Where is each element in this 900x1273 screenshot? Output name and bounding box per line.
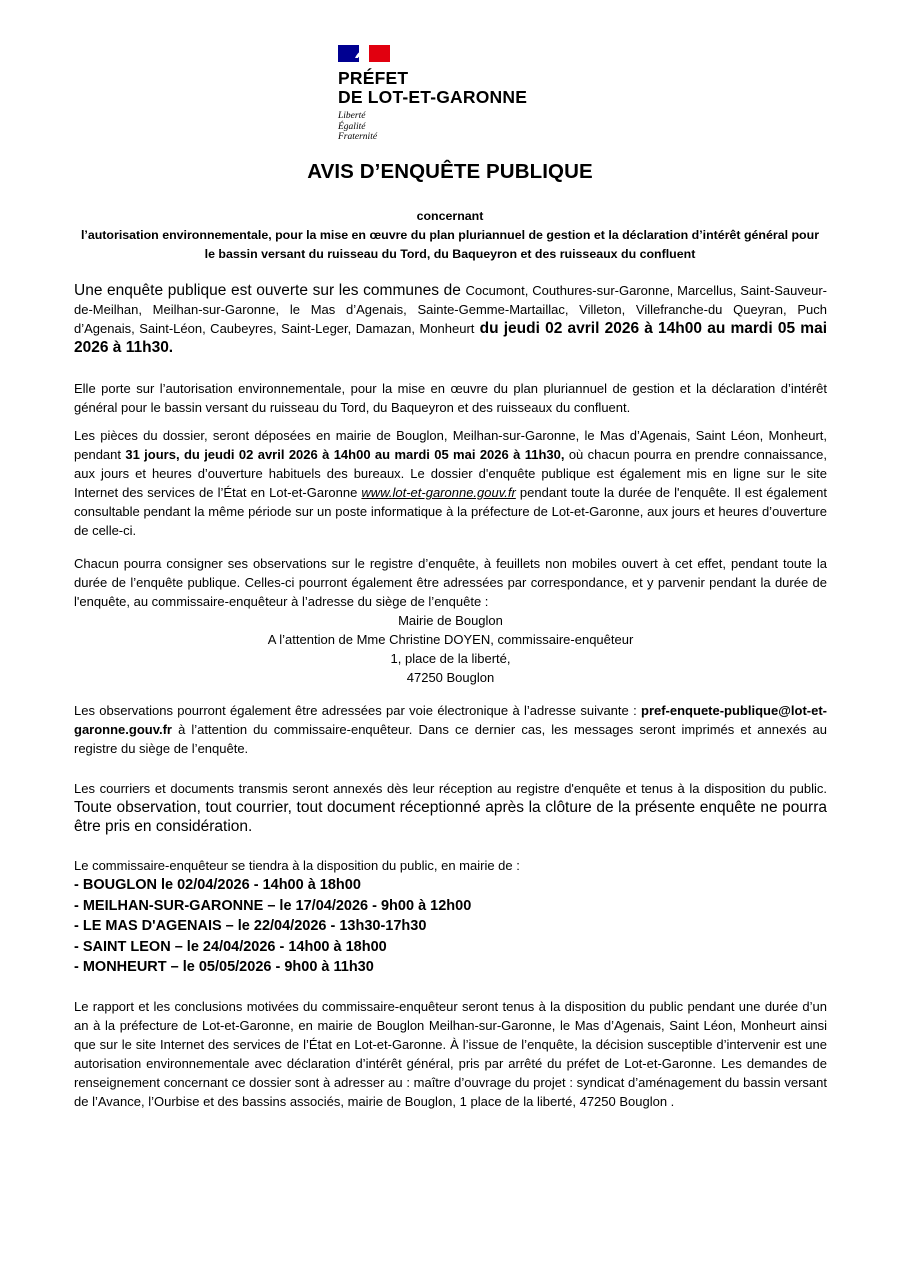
mail-part1: Les courriers et documents transmis seront annexés dès leur réception au registre d'enquête et tenus à la disposition du public.: [74, 781, 827, 796]
prefecture-website-link[interactable]: www.lot-et-garonne.gouv.fr: [361, 485, 516, 500]
marianne-flag-icon: [338, 45, 390, 62]
address-line-3: 1, place de la liberté,: [390, 651, 511, 666]
email-paragraph: [74, 701, 827, 758]
motto-fraternite: Fraternité: [338, 132, 378, 142]
intro-communes: Cocumont, Couthures-sur-Garonne, Marcellus, Saint-Sauveur-de-Meilhan, Meilhan-sur-Garonne, le Mas d’Agenais, Sainte-Gemme-Martaillac, Villeton, Villefranche-du Queyran, Puch d’Agenais, Saint-Léon, Caubeyres, Saint-Leger, Damazan, Monheurt: [74, 283, 827, 336]
notice-title: AVIS D’ENQUÊTE PUBLIQUE: [307, 160, 593, 183]
address-line-2: A l’attention de Mme Christine DOYEN, commissaire-enquêteur: [267, 632, 634, 647]
motto-liberte: Liberté: [338, 111, 366, 121]
dossier-part2: où chacun pourra en prendre connaissance, aux jours et heures d’ouverture habituels des bureaux. Le dossier d'enquête publique est également mis en ligne sur le site Internet des services de l’État en Lot-et-Garonne: [74, 447, 827, 500]
address-line-1: Mairie de Bouglon: [398, 613, 503, 628]
marianne-profile-icon: [354, 48, 368, 59]
permanence-item: - MEILHAN-SUR-GARONNE – le 17/04/2026 - 9h00 à 12h00: [74, 897, 472, 914]
permanence-item: - LE MAS D'AGENAIS – le 22/04/2026 - 13h30-17h30: [74, 918, 427, 934]
prefecture-logo: [338, 45, 558, 143]
dossier-part3: pendant toute la durée de l'enquête. Il est également consultable pendant la même période sur un poste informatique à la préfecture de Lot-et-Garonne, aux jours et heures d’ouverture de celle-ci.: [74, 485, 827, 538]
prefect-line2: DE LOT-ET-GARONNE: [338, 87, 528, 107]
report-paragraph: Le rapport et les conclusions motivées du commissaire-enquêteur seront tenus à la disposition du public pendant une durée d’un an à la préfecture de Lot-et-Garonne, en mairie de Bouglon Meilhan-sur-Garonne, le Mas d’Agenais, Saint Léon, Monheurt ainsi que sur le site Internet des services de l’État en Lot-et-Garonne. À l’issue de l’enquête, la décision susceptible d’intervenir est une autorisation environnementale avec déclaration d’intérêt général, pris par arrêté du préfet de Lot-et-Garonne. Les demandes de renseignement concernant ce dossier sont à adresser au : maître d’ouvrage du projet : syndicat d’aménagement du bassin versant de l’Avance, l’Ourbise et des bassins associés, mairie de Bouglon, 1 place de la liberté, 47250 Bouglon .: [74, 999, 827, 1109]
register-text: Chacun pourra consigner ses observations sur le registre d’enquête, à feuillets non mobiles ouvert à cet effet, pendant toute la durée de l’enquête publique. Celles-ci pourront également être adressées par correspondance, et y parvenir pendant la durée de l'enquête, au commissaire-enquêteur à l’adresse du siège de l’enquête :: [74, 556, 827, 609]
dossier-separator: ,: [175, 447, 184, 462]
dossier-paragraph: [74, 426, 827, 540]
contact-email-link[interactable]: pref-enquete-publique@lot-et-garonne.gouv.fr: [74, 703, 827, 737]
email-part1: Les observations pourront également être adressées par voie électronique à l’adresse suivante :: [74, 703, 641, 718]
dossier-dates: du jeudi 02 avril 2026 à 14h00 au mardi 05 mai 2026 à 11h30,: [183, 447, 565, 462]
permanence-item: - MONHEURT – le 05/05/2026 - 9h00 à 11h30: [74, 959, 374, 975]
prefect-line1: PRÉFET: [338, 68, 409, 88]
permanence-item: - BOUGLON le 02/04/2026 - 14h00 à 18h00: [74, 877, 361, 893]
dossier-part1: Les pièces du dossier, seront déposées en mairie de Bouglon, Meilhan-sur-Garonne, le Mas d’Agenais, Saint Léon, Monheurt, pendant: [74, 428, 827, 462]
email-part2: à l’attention du commissaire-enquêteur. Dans ce dernier cas, les messages seront imprimés et annexés au registre du siège de l’enquête.: [74, 722, 827, 756]
intro-lead: Une enquête publique est ouverte sur les communes de: [74, 282, 466, 299]
register-paragraph: [74, 554, 827, 687]
object-paragraph: Elle porte sur l’autorisation environnementale, pour la mise en œuvre du plan pluriannuel de gestion et la déclaration d’intérêt général pour le bassin versant du ruisseau du Tord, du Baqueyron et des ruisseaux du confluent.: [74, 381, 827, 415]
dossier-duration: 31 jours: [125, 447, 176, 462]
mail-part2: Toute observation, tout courrier, tout document réceptionné après la clôture de la présente enquête ne pourra être pris en considération.: [74, 799, 827, 835]
permanences-list: [74, 875, 827, 978]
motto-egalite: Égalité: [338, 121, 366, 132]
intro-period: du jeudi 02 avril 2026 à 14h00 au mardi 05 mai 2026 à 11h30.: [74, 320, 828, 356]
republic-motto: [338, 111, 558, 143]
mail-paragraph: [74, 779, 827, 836]
permanences-intro: Le commissaire-enquêteur se tiendra à la disposition du public, en mairie de :: [74, 858, 520, 873]
permanence-item: - SAINT LEON – le 24/04/2026 - 14h00 à 18h00: [74, 938, 387, 955]
concerning-subject: l’autorisation environnementale, pour la mise en œuvre du plan pluriannuel de gestion et la déclaration d’intérêt général pour le bassin versant du ruisseau du Tord, du Baqueyron et des ruisseaux du confluent: [80, 228, 820, 261]
concerning-label: concernant: [416, 209, 484, 223]
address-line-4: 47250 Bouglon: [406, 670, 495, 685]
intro-paragraph: [74, 281, 827, 357]
